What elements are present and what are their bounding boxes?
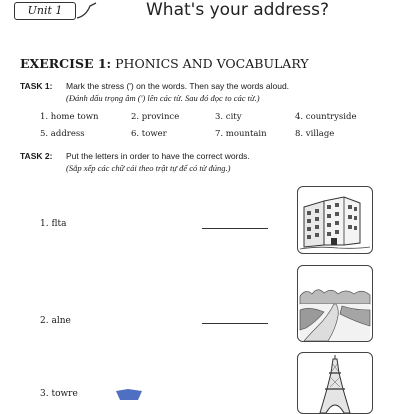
stress-word: 3. city <box>215 112 242 122</box>
answer-line[interactable] <box>202 228 268 229</box>
task2-instruction: Put the letters in order to have the correct words. <box>66 151 250 161</box>
stress-word: 6. tower <box>131 129 167 139</box>
eiffel-tower-icon <box>297 352 373 414</box>
task2-label: TASK 2: <box>20 151 52 161</box>
exercise-title: PHONICS AND VOCABULARY <box>111 56 308 71</box>
exercise-heading <box>20 56 309 71</box>
stress-word: 8. village <box>295 129 334 139</box>
answer-line[interactable] <box>202 323 268 324</box>
unit-badge: Unit 1 <box>14 2 76 20</box>
stress-word: 1. home town <box>40 112 98 122</box>
swoosh-icon <box>76 2 98 20</box>
stress-word: 5. address <box>40 129 85 139</box>
blue-book-icon <box>116 389 142 400</box>
country-lane-icon <box>297 265 373 342</box>
task1-instruction-vi: (Đánh dấu trọng âm (') lên các từ. Sau đó đọc to các từ.) <box>66 93 260 103</box>
page-title: What's your address? <box>146 0 329 20</box>
stress-word: 2. province <box>131 112 179 122</box>
exercise-number: EXERCISE 1: <box>20 56 111 71</box>
task1-instruction: Mark the stress (') on the words. Then say the words aloud. <box>66 81 289 91</box>
scrambled-word: 2. alne <box>40 316 71 326</box>
scrambled-word: 1. flta <box>40 219 66 229</box>
scrambled-word: 3. towre <box>40 389 78 399</box>
stress-word: 4. countryside <box>295 112 356 122</box>
task2-instruction-vi: (Sắp xếp các chữ cái theo trật tự để có từ đúng.) <box>66 163 231 173</box>
stress-word: 7. mountain <box>215 129 267 139</box>
task1-label: TASK 1: <box>20 81 52 91</box>
apartment-building-icon <box>297 186 373 254</box>
page-header <box>0 0 400 32</box>
